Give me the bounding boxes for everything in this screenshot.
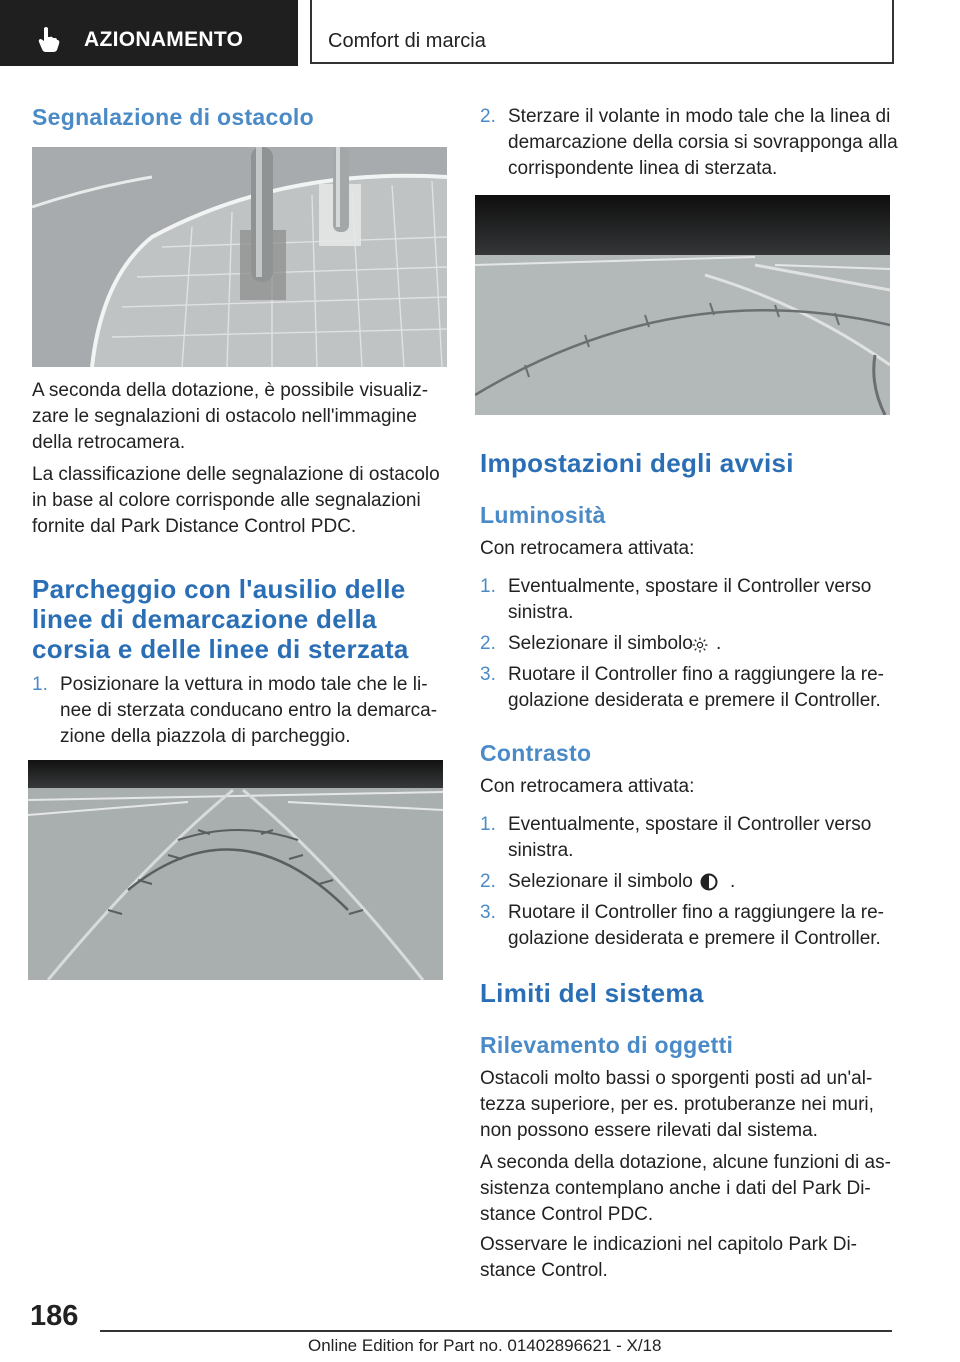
heading-contrasto: Contrasto [480, 740, 592, 766]
para-funzioni-2: sistenza contemplano anche i dati del Park Di- [480, 1178, 871, 1199]
para-funzioni-1: A seconda della dotazione, alcune funzioni di as- [480, 1152, 891, 1173]
footer-edition: Online Edition for Part no. 01402896621 - X/18 [308, 1336, 662, 1355]
step-number: 3. [480, 902, 496, 923]
step-text: Ruotare il Controller fino a raggiungere la re- [508, 902, 884, 923]
para-osservare-1: Osservare le indicazioni nel capitolo Park Di- [480, 1234, 857, 1255]
step-text: sinistra. [508, 840, 574, 861]
para-funzioni-3: stance Control PDC. [480, 1204, 654, 1225]
con-step-2 [480, 869, 900, 895]
step-text: zione della piazzola di parcheggio. [60, 726, 351, 747]
heading-rilevamento: Rilevamento di oggetti [480, 1032, 734, 1058]
para-visualizzazione-1: A seconda della dotazione, è possibile visualiz- [32, 380, 429, 401]
heading-impostazioni: Impostazioni degli avvisi [480, 448, 794, 478]
step-text: sinistra. [508, 602, 574, 623]
chapter-header [310, 0, 894, 64]
step-number: 2. [480, 106, 496, 127]
step-text: golazione desiderata e premere il Controller. [508, 928, 881, 949]
step-text: Selezionare il simbolo [508, 633, 693, 654]
con-step-1 [480, 812, 900, 864]
con-step-3 [480, 900, 900, 952]
lane-overlap-image [475, 195, 890, 415]
step-number: 1. [32, 674, 48, 695]
steering-lines-image [28, 760, 443, 980]
heading-parcheggio-2: linee di demarcazione della [32, 604, 377, 634]
heading-luminosita: Luminosità [480, 502, 606, 528]
chapter-title: Comfort di marcia [328, 30, 486, 52]
para-classificazione-3: fornite dal Park Distance Control PDC. [32, 516, 357, 537]
step-text: Eventualmente, spostare il Controller verso [508, 576, 872, 597]
step-text: corrispondente linea di sterzata. [508, 158, 778, 179]
step-2-sterzare [480, 104, 900, 184]
step-1-posizionare [32, 672, 452, 752]
step-text-end: . [716, 633, 722, 654]
step-number: 1. [480, 814, 496, 835]
sun-icon [692, 637, 708, 653]
obstacle-marking-image [32, 147, 447, 367]
step-number: 2. [480, 633, 496, 654]
step-text: Sterzare il volante in modo tale che la linea di [508, 106, 891, 127]
step-text: Selezionare il simbolo [508, 871, 693, 892]
hand-pointer-icon [38, 26, 60, 52]
step-number: 2. [480, 871, 496, 892]
section-tab [0, 0, 298, 66]
lum-step-2 [480, 631, 900, 657]
step-text: demarcazione della corsia si sovrapponga alla [508, 132, 898, 153]
para-visualizzazione-2: zare le segnalazioni di ostacolo nell'immagine [32, 406, 417, 427]
heading-parcheggio-3: corsia e delle linee di sterzata [32, 634, 409, 664]
para-ostacoli-1: Ostacoli molto bassi o sporgenti posti ad un'al- [480, 1068, 873, 1089]
heading-segnalazione: Segnalazione di ostacolo [32, 104, 314, 130]
lum-step-3 [480, 662, 900, 714]
para-ostacoli-2: tezza superiore, per es. protuberanze nei muri, [480, 1094, 874, 1115]
contrast-icon [700, 873, 718, 891]
section-title: AZIONAMENTO [84, 28, 244, 51]
footer-divider [100, 1330, 892, 1332]
para-osservare-2: stance Control. [480, 1260, 608, 1281]
para-classificazione-1: La classificazione delle segnalazione di ostacolo [32, 464, 440, 485]
step-text: Posizionare la vettura in modo tale che le li- [60, 674, 428, 695]
para-visualizzazione-3: della retrocamera. [32, 432, 186, 453]
step-number: 1. [480, 576, 496, 597]
step-text: Eventualmente, spostare il Controller verso [508, 814, 872, 835]
heading-parcheggio-1: Parcheggio con l'ausilio delle [32, 574, 406, 604]
heading-limiti: Limiti del sistema [480, 978, 704, 1008]
step-text: nee di sterzata conducano entro la demarca- [60, 700, 438, 721]
step-number: 3. [480, 664, 496, 685]
luminosita-intro: Con retrocamera attivata: [480, 538, 695, 559]
page-number: 186 [30, 1300, 79, 1332]
para-classificazione-2: in base al colore corrisponde alle segnalazioni [32, 490, 421, 511]
lum-step-1 [480, 574, 900, 626]
contrasto-intro: Con retrocamera attivata: [480, 776, 695, 797]
step-text-end: . [730, 871, 736, 892]
step-text: golazione desiderata e premere il Controller. [508, 690, 881, 711]
step-text: Ruotare il Controller fino a raggiungere la re- [508, 664, 884, 685]
para-ostacoli-3: non possono essere rilevati dal sistema. [480, 1120, 818, 1141]
